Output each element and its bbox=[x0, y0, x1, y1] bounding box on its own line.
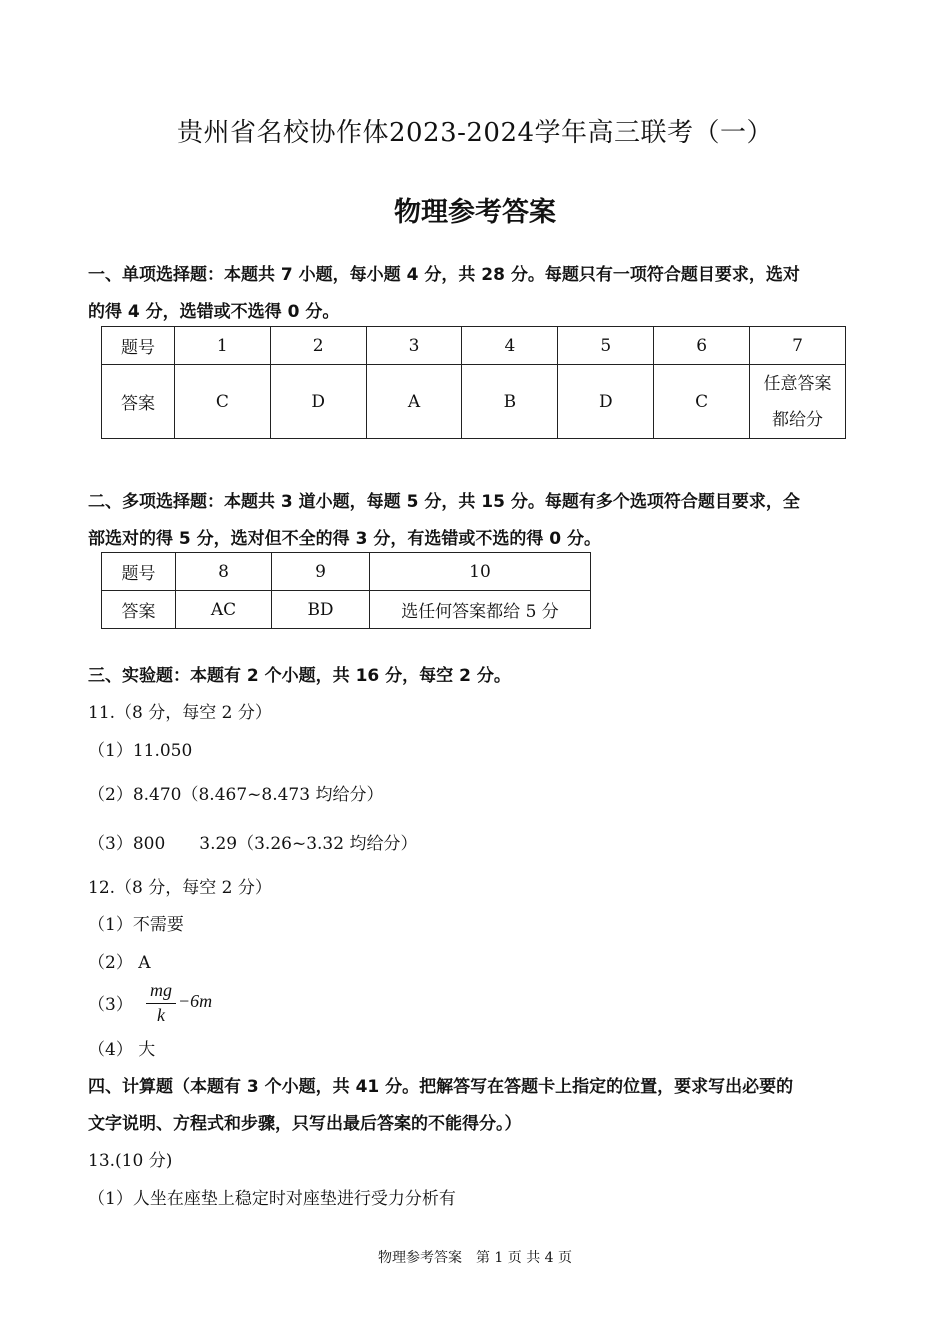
table-header-cell: 答案 bbox=[102, 591, 176, 629]
fraction-numerator: mg bbox=[150, 980, 172, 1000]
section2-heading-line1: 二、多项选择题：本题共 3 道小题，每题 5 分，共 15 分。每题有多个选项符合题目要求，全 bbox=[88, 492, 800, 512]
table-cell: AC bbox=[176, 591, 272, 629]
table-cell: 8 bbox=[176, 553, 272, 591]
section2-heading-line2: 部选对的得 5 分，选对但不全的得 3 分，有选错或不选的得 0 分。 bbox=[88, 529, 601, 549]
table-cell: BD bbox=[272, 591, 370, 629]
section2-answer-table bbox=[101, 552, 591, 629]
table-cell: 1 bbox=[174, 327, 270, 365]
table-cell: A bbox=[366, 365, 462, 439]
q13-answer-1: （1）人坐在座垫上稳定时对座垫进行受力分析有 bbox=[88, 1189, 456, 1209]
table-header-cell: 题号 bbox=[102, 327, 175, 365]
table-cell: 2 bbox=[270, 327, 366, 365]
q12-answer-3-label: （3） bbox=[88, 995, 133, 1015]
q12-answer-2: （2） A bbox=[88, 953, 151, 973]
fraction-bar bbox=[146, 1003, 176, 1004]
q11-answer-3: （3）800 3.29（3.26~3.32 均给分） bbox=[88, 834, 418, 854]
q11-answer-2: （2）8.470（8.467~8.473 均给分） bbox=[88, 785, 384, 805]
answer7-line2: 都给分 bbox=[772, 409, 824, 430]
q12-heading: 12.（8 分，每空 2 分） bbox=[88, 878, 272, 898]
table-cell: 10 bbox=[370, 553, 591, 591]
table-header-cell: 答案 bbox=[102, 365, 175, 439]
q11-heading: 11.（8 分，每空 2 分） bbox=[88, 703, 272, 723]
q12-answer-3-tail: −6m bbox=[178, 991, 213, 1011]
table-cell: 5 bbox=[558, 327, 654, 365]
section1-heading-line1: 一、单项选择题：本题共 7 小题，每小题 4 分，共 28 分。每题只有一项符合题目要求，选对 bbox=[88, 265, 800, 285]
table-cell: 4 bbox=[462, 327, 558, 365]
section3-heading: 三、实验题：本题有 2 个小题，共 16 分，每空 2 分。 bbox=[88, 666, 511, 686]
page-footer: 物理参考答案 第 1 页 共 4 页 bbox=[377, 1250, 573, 1266]
section4-heading-line1: 四、计算题（本题有 3 个小题，共 41 分。把解答写在答题卡上指定的位置，要求写出必要的 bbox=[88, 1077, 794, 1097]
section4-heading-line2: 文字说明、方程式和步骤，只写出最后答案的不能得分。） bbox=[88, 1114, 522, 1134]
table-cell: 9 bbox=[272, 553, 370, 591]
table-cell: 3 bbox=[366, 327, 462, 365]
document-title: 贵州省名校协作体2023-2024学年高三联考（一） bbox=[176, 118, 774, 148]
table-cell: C bbox=[654, 365, 750, 439]
table-cell: 7 bbox=[750, 327, 846, 365]
table-header-cell: 题号 bbox=[102, 553, 176, 591]
table-cell: D bbox=[558, 365, 654, 439]
fraction-denominator: k bbox=[157, 1005, 165, 1025]
table-cell: B bbox=[462, 365, 558, 439]
table-cell: C bbox=[174, 365, 270, 439]
q11-answer-1: （1）11.050 bbox=[88, 741, 193, 761]
q13-heading: 13.(10 分) bbox=[88, 1151, 173, 1171]
section1-answer-table bbox=[101, 326, 846, 439]
table-cell: D bbox=[270, 365, 366, 439]
q12-answer-4: （4） 大 bbox=[88, 1040, 156, 1060]
table-cell bbox=[750, 365, 846, 439]
document-subtitle: 物理参考答案 bbox=[394, 197, 556, 228]
section1-heading-line2: 的得 4 分，选错或不选得 0 分。 bbox=[88, 302, 340, 322]
answer7-line1: 任意答案 bbox=[763, 373, 832, 394]
q12-answer-1: （1）不需要 bbox=[88, 915, 184, 935]
table-cell: 6 bbox=[654, 327, 750, 365]
table-cell: 选任何答案都给 5 分 bbox=[370, 591, 591, 629]
